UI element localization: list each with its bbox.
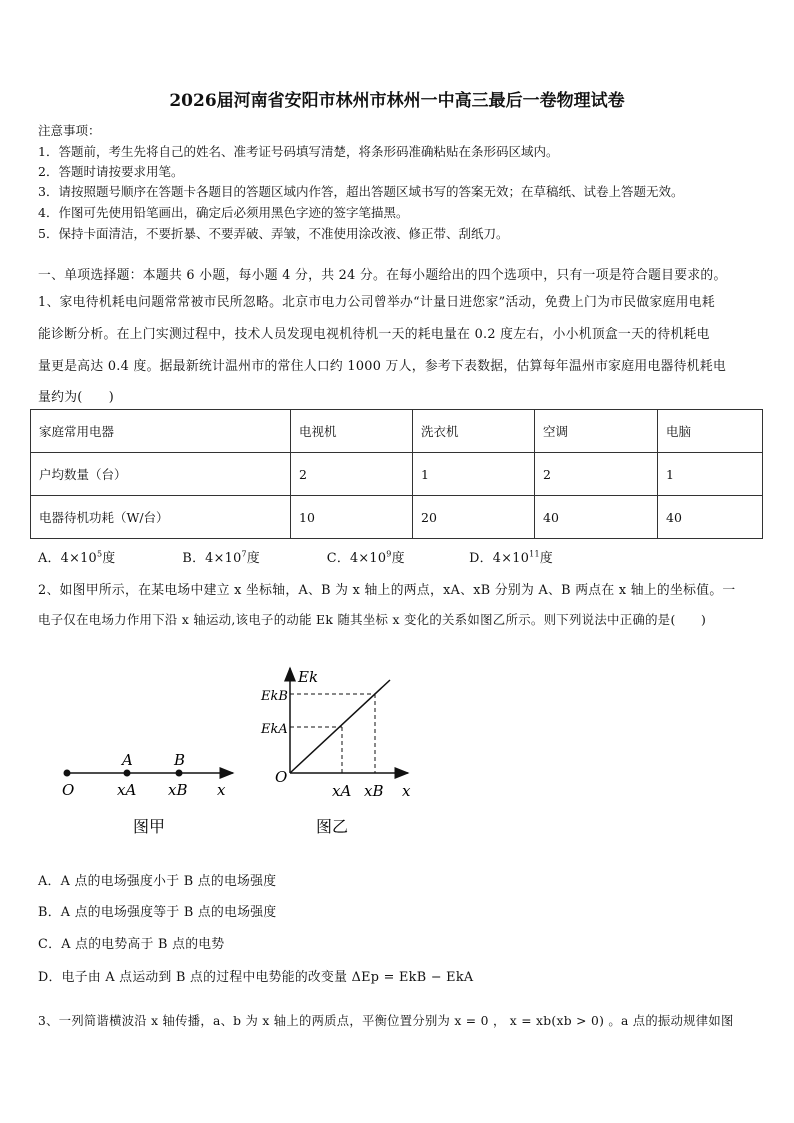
q2-text: 电子仅在电场力作用下沿 x 轴运动,该电子的动能 Ek 随其坐标 x 变化的关系如图乙所示。则下列说法中正确的是( ) xyxy=(38,612,707,627)
table-cell: 户均数量（台） xyxy=(31,453,291,496)
table-cell: 电器待机功耗（W/台） xyxy=(31,496,291,539)
label-ek: Ek xyxy=(298,668,319,686)
q2-text: 2、如图甲所示，在某电场中建立 x 坐标轴，A、B 为 x 轴上的两点，xA、xB 分别为 A、B 两点在 x 轴上的坐标值。一 xyxy=(38,583,736,598)
q1-option-a: A．$4\times 10^5$度 xyxy=(38,549,116,566)
table-cell: 10 xyxy=(291,496,413,539)
table-row xyxy=(31,496,763,539)
page-title: 2026届河南省安阳市林州市林州一中高三最后一卷物理试卷 xyxy=(169,91,625,111)
table-row xyxy=(31,453,763,496)
q1-text: 量约为( ) xyxy=(38,390,115,405)
table-cell: 家庭常用电器 xyxy=(31,410,291,453)
label-eka: EkA xyxy=(261,722,288,737)
table-cell: 40 xyxy=(658,496,763,539)
caption-yi: 图乙 xyxy=(316,817,349,836)
origin-dot xyxy=(64,770,71,777)
label-o: O xyxy=(62,781,75,799)
section-heading: 一、单项选择题：本题共 6 小题，每小题 4 分，共 24 分。在每小题给出的四个选项中，只有一项是符合题目要求的。 xyxy=(38,268,727,283)
q1-option-c: C．$4\times 10^9$度 xyxy=(326,549,405,566)
figure-jia xyxy=(55,740,255,840)
label-xb: xB xyxy=(168,781,188,799)
q3-text: 3、一列简谐横波沿 x 轴传播，a、b 为 x 轴上的两质点，平衡位置分别为 x = 0 ， x = xb(xb > 0) 。a 点的振动规律如图 xyxy=(38,1014,734,1028)
table-cell: 20 xyxy=(413,496,535,539)
table-cell: 洗衣机 xyxy=(413,410,535,453)
table-cell: 40 xyxy=(535,496,658,539)
notice-item: 5．保持卡面清洁，不要折暴、不要弄破、弄皱，不准使用涂改液、修正带、刮纸刀。 xyxy=(38,226,509,241)
table-cell: 1 xyxy=(413,453,535,496)
label-ekb: EkB xyxy=(261,689,288,704)
q2-option-b: B．A 点的电场强度等于 B 点的电场强度 xyxy=(38,905,277,920)
notice-item: 3．请按照题号顺序在答题卡各题目的答题区域内作答，超出答题区域书写的答案无效；在草稿纸、试卷上答题无效。 xyxy=(38,184,684,199)
point-a-dot xyxy=(124,770,131,777)
notice-item: 2．答题时请按要求用笔。 xyxy=(38,164,184,179)
table-cell: 电脑 xyxy=(658,410,763,453)
q2-option-c: C．A 点的电势高于 B 点的电势 xyxy=(38,937,225,952)
label-xa: xA xyxy=(117,781,137,799)
label-a: A xyxy=(122,751,133,769)
q1-options xyxy=(38,547,553,566)
caption-jia: 图甲 xyxy=(133,817,166,836)
q1-text: 量更是高达 0.4 度。据最新统计温州市的常住人口约 1000 万人，参考下表数据，估算每年温州市家庭用电器待机耗电 xyxy=(38,359,727,374)
notice-heading: 注意事项： xyxy=(38,123,101,138)
q1-table xyxy=(30,409,763,539)
table-header-row xyxy=(31,410,763,453)
label-b: B xyxy=(174,751,186,769)
label-x: x xyxy=(217,781,226,799)
label-xa: xA xyxy=(332,782,352,800)
q1-text: 1、家电待机耗电问题常常被市民所忽略。北京市电力公司曾举办“计量日进您家”活动，免费上门为市民做家庭用电耗 xyxy=(38,295,715,310)
q1-option-d: D．$4\times 10^{11}$度 xyxy=(469,549,554,566)
table-cell: 电视机 xyxy=(291,410,413,453)
q2-option-d: D．电子由 A 点运动到 B 点的过程中电势能的改变量 ΔEp = EkB − EkA xyxy=(38,970,474,985)
label-xb: xB xyxy=(364,782,384,800)
q1-text: 能诊断分析。在上门实测过程中，技术人员发现电视机待机一天的耗电量在 0.2 度左右，小小机顶盒一天的待机耗电 xyxy=(38,327,710,342)
q1-option-b: B．$4\times 10^7$度 xyxy=(182,549,261,566)
label-o: O xyxy=(275,768,288,786)
notice-item: 1．答题前，考生先将自己的姓名、准考证号码填写清楚，将条形码准确粘贴在条形码区域内。 xyxy=(38,144,559,159)
q2-option-a: A．A 点的电场强度小于 B 点的电场强度 xyxy=(38,874,277,889)
table-cell: 1 xyxy=(658,453,763,496)
label-x: x xyxy=(402,782,411,800)
figure-yi xyxy=(258,660,428,842)
table-cell: 2 xyxy=(535,453,658,496)
table-cell: 2 xyxy=(291,453,413,496)
table-cell: 空调 xyxy=(535,410,658,453)
notice-item: 4．作图可先使用铅笔画出，确定后必须用黑色字迹的签字笔描黑。 xyxy=(38,205,409,220)
point-b-dot xyxy=(176,770,183,777)
